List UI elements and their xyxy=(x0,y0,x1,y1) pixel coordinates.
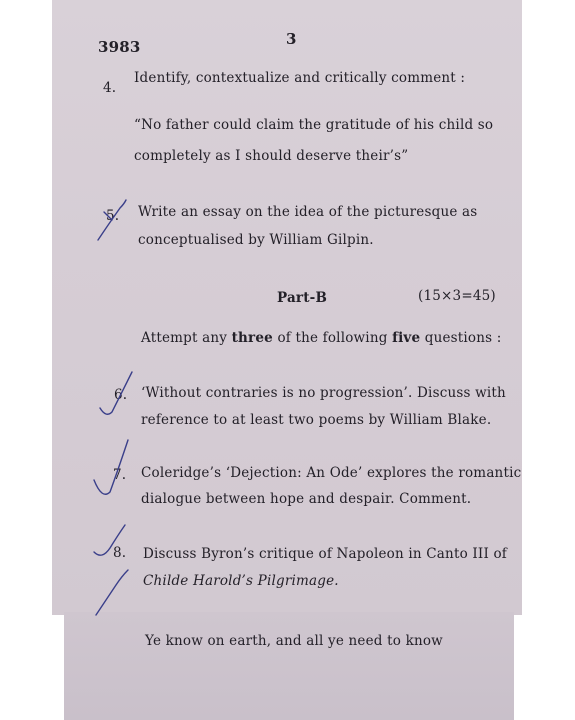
question-4-number: 4. xyxy=(103,80,117,96)
question-4-quote-line1: “No father could claim the gratitude of his child so xyxy=(134,117,494,133)
overleaf-sheet xyxy=(64,612,514,720)
question-8-line1: Discuss Byron’s critique of Napoleon in Canto III of xyxy=(143,546,507,562)
question-7-line2: dialogue between hope and despair. Comment. xyxy=(141,491,472,507)
instruction-five: five xyxy=(392,330,421,346)
question-6-number: 6. xyxy=(114,387,128,403)
overleaf-text: Ye know on earth, and all ye need to know xyxy=(145,633,443,649)
question-5-line2: conceptualised by William Gilpin. xyxy=(138,232,374,248)
question-6-line2: reference to at least two poems by William Blake. xyxy=(141,412,492,428)
part-b-title: Part-B xyxy=(277,290,328,306)
question-4-quote-line2: completely as I should deserve their’s” xyxy=(134,148,409,164)
question-4-prompt: Identify, contextualize and critically comment : xyxy=(134,70,466,86)
paper-code: 3983 xyxy=(98,38,141,56)
question-7-line1: Coleridge’s ‘Dejection: An Ode’ explores the romantic xyxy=(141,465,522,481)
question-5-line1: Write an essay on the idea of the picturesque as xyxy=(138,204,478,220)
part-b-marks: (15×3=45) xyxy=(418,288,496,304)
instruction-mid: of the following xyxy=(277,330,388,346)
question-5-number: 5. xyxy=(106,208,120,224)
exam-paper-sheet xyxy=(52,0,522,615)
question-7-number: 7. xyxy=(113,467,127,483)
instruction-suffix: questions : xyxy=(424,330,502,346)
question-8-number: 8. xyxy=(113,545,127,561)
question-6-line1: ‘Without contraries is no progression’. Discuss with xyxy=(141,385,506,401)
question-8-line2: Childe Harold’s Pilgrimage. xyxy=(143,573,339,589)
instruction-three: three xyxy=(231,330,273,346)
page-number: 3 xyxy=(286,30,297,48)
part-b-instruction xyxy=(141,330,502,346)
instruction-prefix: Attempt any xyxy=(141,330,228,346)
